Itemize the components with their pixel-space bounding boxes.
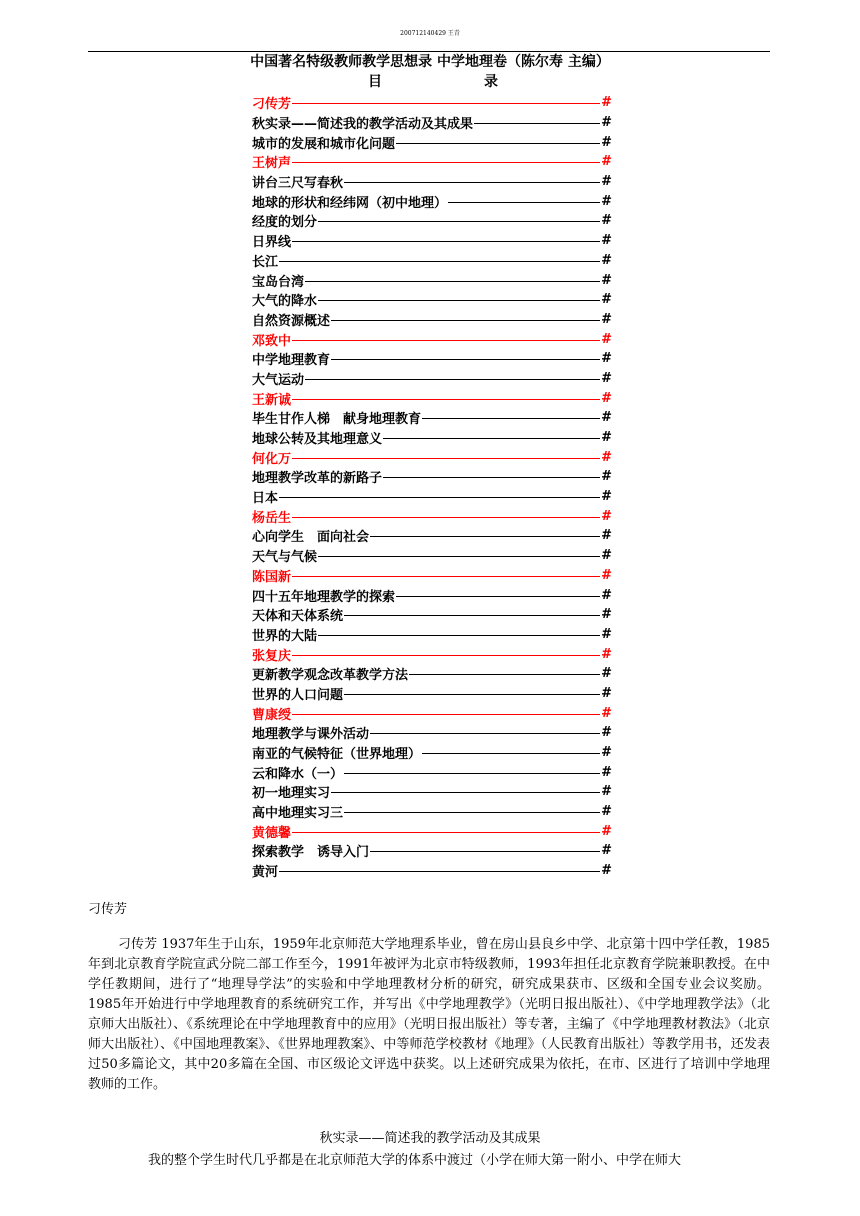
toc-author-entry[interactable] bbox=[252, 644, 612, 664]
toc-entry-title: 大气运动 bbox=[252, 372, 305, 388]
toc-leader-line bbox=[409, 674, 600, 675]
toc-item-entry[interactable] bbox=[252, 743, 612, 763]
toc-page-ref: # bbox=[601, 272, 612, 288]
toc-item-entry[interactable] bbox=[252, 428, 612, 448]
toc-entry-title: 高中地理实习三 bbox=[252, 806, 344, 822]
toc-page-ref: # bbox=[601, 843, 612, 859]
toc-leader-line bbox=[318, 556, 600, 557]
toc-item-entry[interactable] bbox=[252, 251, 612, 271]
toc-heading-left: 目 bbox=[368, 74, 382, 90]
toc-leader-line bbox=[370, 851, 600, 852]
toc-page-ref: # bbox=[601, 154, 612, 170]
toc-page-ref: # bbox=[601, 863, 612, 879]
toc-entry-title: 经度的划分 bbox=[252, 215, 318, 231]
toc-page-ref: # bbox=[601, 95, 612, 111]
toc-leader-line bbox=[279, 497, 600, 498]
toc-page-ref: # bbox=[601, 784, 612, 800]
toc-item-entry[interactable] bbox=[252, 605, 612, 625]
toc-entry-title: 秋实录——简述我的教学活动及其成果 bbox=[252, 117, 474, 133]
toc-author-entry[interactable] bbox=[252, 566, 612, 586]
toc-page-ref: # bbox=[601, 725, 612, 741]
toc-leader-line bbox=[318, 635, 600, 636]
toc-entry-title: 讲台三尺写春秋 bbox=[252, 176, 344, 192]
header-rule bbox=[88, 51, 770, 52]
toc-leader-line bbox=[279, 871, 600, 872]
toc-entry-title: 天气与气候 bbox=[252, 550, 318, 566]
toc-item-entry[interactable] bbox=[252, 762, 612, 782]
toc-entry-title: 黄德馨 bbox=[252, 825, 292, 841]
toc-page-ref: # bbox=[601, 646, 612, 662]
toc-item-entry[interactable] bbox=[252, 211, 612, 231]
toc-entry-title: 张复庆 bbox=[252, 648, 292, 664]
toc-page-ref: # bbox=[601, 705, 612, 721]
toc-leader-line bbox=[448, 202, 600, 203]
toc-entry-title: 自然资源概述 bbox=[252, 313, 331, 329]
toc-leader-line bbox=[292, 241, 600, 242]
toc-item-entry[interactable] bbox=[252, 841, 612, 861]
toc-item-entry[interactable] bbox=[252, 231, 612, 251]
toc-page-ref: # bbox=[601, 331, 612, 347]
toc-page-ref: # bbox=[601, 174, 612, 190]
toc-leader-line bbox=[305, 379, 600, 380]
toc-leader-line bbox=[292, 832, 600, 833]
toc-item-entry[interactable] bbox=[252, 369, 612, 389]
toc-leader-line bbox=[292, 655, 600, 656]
toc-leader-line bbox=[331, 320, 600, 321]
toc-leader-line bbox=[292, 714, 600, 715]
toc-leader-line bbox=[292, 162, 600, 163]
toc-entry-title: 陈国新 bbox=[252, 569, 292, 585]
toc-leader-line bbox=[344, 773, 600, 774]
toc-entry-title: 地球公转及其地理意义 bbox=[252, 432, 383, 448]
toc-page-ref: # bbox=[601, 252, 612, 268]
toc-page-ref: # bbox=[601, 311, 612, 327]
toc-heading bbox=[368, 73, 498, 91]
toc-leader-line bbox=[292, 103, 600, 104]
toc-leader-line bbox=[344, 182, 600, 183]
toc-item-entry[interactable] bbox=[252, 782, 612, 802]
toc-item-entry[interactable] bbox=[252, 487, 612, 507]
section-name: 刁传芳 bbox=[88, 902, 128, 917]
toc-entry-title: 地理教学与课外活动 bbox=[252, 727, 370, 743]
toc-leader-line bbox=[305, 281, 600, 282]
toc-page-ref: # bbox=[601, 390, 612, 406]
toc-page-ref: # bbox=[601, 764, 612, 780]
toc-heading-right: 录 bbox=[484, 74, 498, 90]
toc-item-entry[interactable] bbox=[252, 113, 612, 133]
toc-leader-line bbox=[331, 359, 600, 360]
toc-page-ref: # bbox=[601, 823, 612, 839]
toc-leader-line bbox=[344, 615, 600, 616]
toc-item-entry[interactable] bbox=[252, 349, 612, 369]
toc-page-ref: # bbox=[601, 233, 612, 249]
toc-page-ref: # bbox=[601, 587, 612, 603]
toc-page-ref: # bbox=[601, 351, 612, 367]
toc-entry-title: 邓致中 bbox=[252, 333, 292, 349]
toc-author-entry[interactable] bbox=[252, 821, 612, 841]
toc-leader-line bbox=[396, 143, 600, 144]
toc-leader-line bbox=[292, 399, 600, 400]
toc-page-ref: # bbox=[601, 508, 612, 524]
toc-leader-line bbox=[279, 261, 600, 262]
toc-entry-title: 毕生甘作人梯 献身地理教育 bbox=[252, 412, 422, 428]
toc-leader-line bbox=[344, 812, 600, 813]
toc-entry-title: 大气的降水 bbox=[252, 294, 318, 310]
toc-page-ref: # bbox=[601, 213, 612, 229]
toc-item-entry[interactable] bbox=[252, 802, 612, 822]
toc-entry-title: 地理教学改革的新路子 bbox=[252, 471, 383, 487]
toc-entry-title: 黄河 bbox=[252, 865, 279, 881]
toc-leader-line bbox=[292, 340, 600, 341]
toc-entry-title: 世界的大陆 bbox=[252, 628, 318, 644]
toc-page-ref: # bbox=[601, 528, 612, 544]
toc-page-ref: # bbox=[601, 410, 612, 426]
toc-author-entry[interactable] bbox=[252, 703, 612, 723]
toc-item-entry[interactable] bbox=[252, 132, 612, 152]
toc-author-entry[interactable] bbox=[252, 329, 612, 349]
toc-entry-title: 城市的发展和城市化问题 bbox=[252, 136, 396, 152]
toc-entry-title: 长江 bbox=[252, 254, 279, 270]
document-title: 中国著名特级教师教学思想录 中学地理卷（陈尔寿 主编） bbox=[250, 54, 610, 70]
toc-item-entry[interactable] bbox=[252, 467, 612, 487]
toc-entry-title: 刁传芳 bbox=[252, 97, 292, 113]
toc-page-ref: # bbox=[601, 626, 612, 642]
author-bio-paragraph: 刁传芳 1937年生于山东，1959年北京师范大学地理系毕业，曾在房山县良乡中学、北京第十四中学任教，1985年到北京教育学院宣武分院二部工作至今，1991年被评为北京市特级教师，1993年担任北京教育学院兼职教授。在中学任教期间，进行了“地理导学法”的实验和中学地理教材分析的研究，研究成果获市、区级和全国专业会议奖励。1985年开始进行中学地理教育的系统研究工作，并写出《中学地理教学》（光明日报出版社）、《中学地理教学法》（北京师大出版社）、《系统理论在中学地理教育中的应用》（光明日报出版社）等专著，主编了《中学地理教材教法》（北京师大出版社）、《中国地理教案》、《世界地理教案》、中等师范学校教材《地理》（人民教育出版社）等教学用书，还发表过50多篇论文，其中20多篇在全国、市区级论文评选中获奖。以上述研究成果为依托，在市、区进行了培训中学地理教师的工作。 bbox=[88, 937, 770, 1092]
toc-page-ref: # bbox=[601, 607, 612, 623]
toc-page-ref: # bbox=[601, 567, 612, 583]
toc-item-entry[interactable] bbox=[252, 684, 612, 704]
toc-item-entry[interactable] bbox=[252, 723, 612, 743]
toc-item-entry[interactable] bbox=[252, 408, 612, 428]
toc-entry-title: 四十五年地理教学的探索 bbox=[252, 589, 396, 605]
toc-entry-title: 日本 bbox=[252, 491, 279, 507]
toc-entry-title: 王树声 bbox=[252, 156, 292, 172]
toc-page-ref: # bbox=[601, 685, 612, 701]
toc-author-entry[interactable] bbox=[252, 447, 612, 467]
toc-leader-line bbox=[292, 517, 600, 518]
toc-page-ref: # bbox=[601, 745, 612, 761]
toc-entry-title: 杨岳生 bbox=[252, 510, 292, 526]
toc-page-ref: # bbox=[601, 292, 612, 308]
toc-entry-title: 天体和天体系统 bbox=[252, 609, 344, 625]
article-title: 秋实录——简述我的教学活动及其成果 bbox=[319, 1131, 541, 1146]
toc-entry-title: 地球的形状和经纬网（初中地理） bbox=[252, 195, 448, 211]
toc-page-ref: # bbox=[601, 115, 612, 131]
toc-leader-line bbox=[331, 792, 600, 793]
toc-page-ref: # bbox=[601, 134, 612, 150]
toc-author-entry[interactable] bbox=[252, 388, 612, 408]
toc-item-entry[interactable] bbox=[252, 664, 612, 684]
table-of-contents bbox=[252, 93, 612, 881]
toc-entry-title: 云和降水（一） bbox=[252, 766, 344, 782]
toc-entry-title: 曹康绶 bbox=[252, 707, 292, 723]
toc-leader-line bbox=[474, 123, 600, 124]
toc-page-ref: # bbox=[601, 666, 612, 682]
toc-leader-line bbox=[344, 694, 600, 695]
toc-page-ref: # bbox=[601, 469, 612, 485]
toc-leader-line bbox=[383, 438, 600, 439]
toc-item-entry[interactable] bbox=[252, 585, 612, 605]
toc-page-ref: # bbox=[601, 804, 612, 820]
toc-entry-title: 世界的人口问题 bbox=[252, 687, 344, 703]
toc-entry-title: 宝岛台湾 bbox=[252, 274, 305, 290]
toc-entry-title: 中学地理教育 bbox=[252, 353, 331, 369]
toc-page-ref: # bbox=[601, 489, 612, 505]
running-head: 200712140429 王青 bbox=[400, 30, 460, 37]
toc-leader-line bbox=[370, 733, 600, 734]
toc-page-ref: # bbox=[601, 193, 612, 209]
toc-page-ref: # bbox=[601, 449, 612, 465]
toc-entry-title: 日界线 bbox=[252, 235, 292, 251]
toc-leader-line bbox=[422, 753, 600, 754]
toc-leader-line bbox=[318, 221, 600, 222]
toc-author-entry[interactable] bbox=[252, 152, 612, 172]
toc-entry-title: 心向学生 面向社会 bbox=[252, 530, 370, 546]
toc-page-ref: # bbox=[601, 430, 612, 446]
toc-item-entry[interactable] bbox=[252, 310, 612, 330]
toc-author-entry[interactable] bbox=[252, 93, 612, 113]
toc-entry-title: 探索教学 诱导入门 bbox=[252, 845, 370, 861]
toc-leader-line bbox=[422, 418, 600, 419]
toc-leader-line bbox=[292, 458, 600, 459]
toc-entry-title: 初一地理实习 bbox=[252, 786, 331, 802]
toc-item-entry[interactable] bbox=[252, 861, 612, 881]
toc-entry-title: 南亚的气候特征（世界地理） bbox=[252, 747, 422, 763]
toc-leader-line bbox=[396, 596, 600, 597]
toc-page-ref: # bbox=[601, 548, 612, 564]
toc-item-entry[interactable] bbox=[252, 172, 612, 192]
toc-entry-title: 王新诚 bbox=[252, 392, 292, 408]
toc-leader-line bbox=[292, 576, 600, 577]
toc-author-entry[interactable] bbox=[252, 506, 612, 526]
toc-page-ref: # bbox=[601, 370, 612, 386]
toc-item-entry[interactable] bbox=[252, 270, 612, 290]
toc-item-entry[interactable] bbox=[252, 546, 612, 566]
toc-item-entry[interactable] bbox=[252, 290, 612, 310]
toc-entry-title: 何化万 bbox=[252, 451, 292, 467]
toc-item-entry[interactable] bbox=[252, 526, 612, 546]
toc-leader-line bbox=[318, 300, 600, 301]
toc-item-entry[interactable] bbox=[252, 191, 612, 211]
toc-item-entry[interactable] bbox=[252, 625, 612, 645]
toc-entry-title: 更新教学观念改革教学方法 bbox=[252, 668, 409, 684]
toc-leader-line bbox=[370, 536, 600, 537]
article-first-paragraph: 我的整个学生时代几乎都是在北京师范大学的体系中渡过（小学在师大第一附小、中学在师大 bbox=[148, 1153, 682, 1168]
toc-leader-line bbox=[383, 477, 600, 478]
